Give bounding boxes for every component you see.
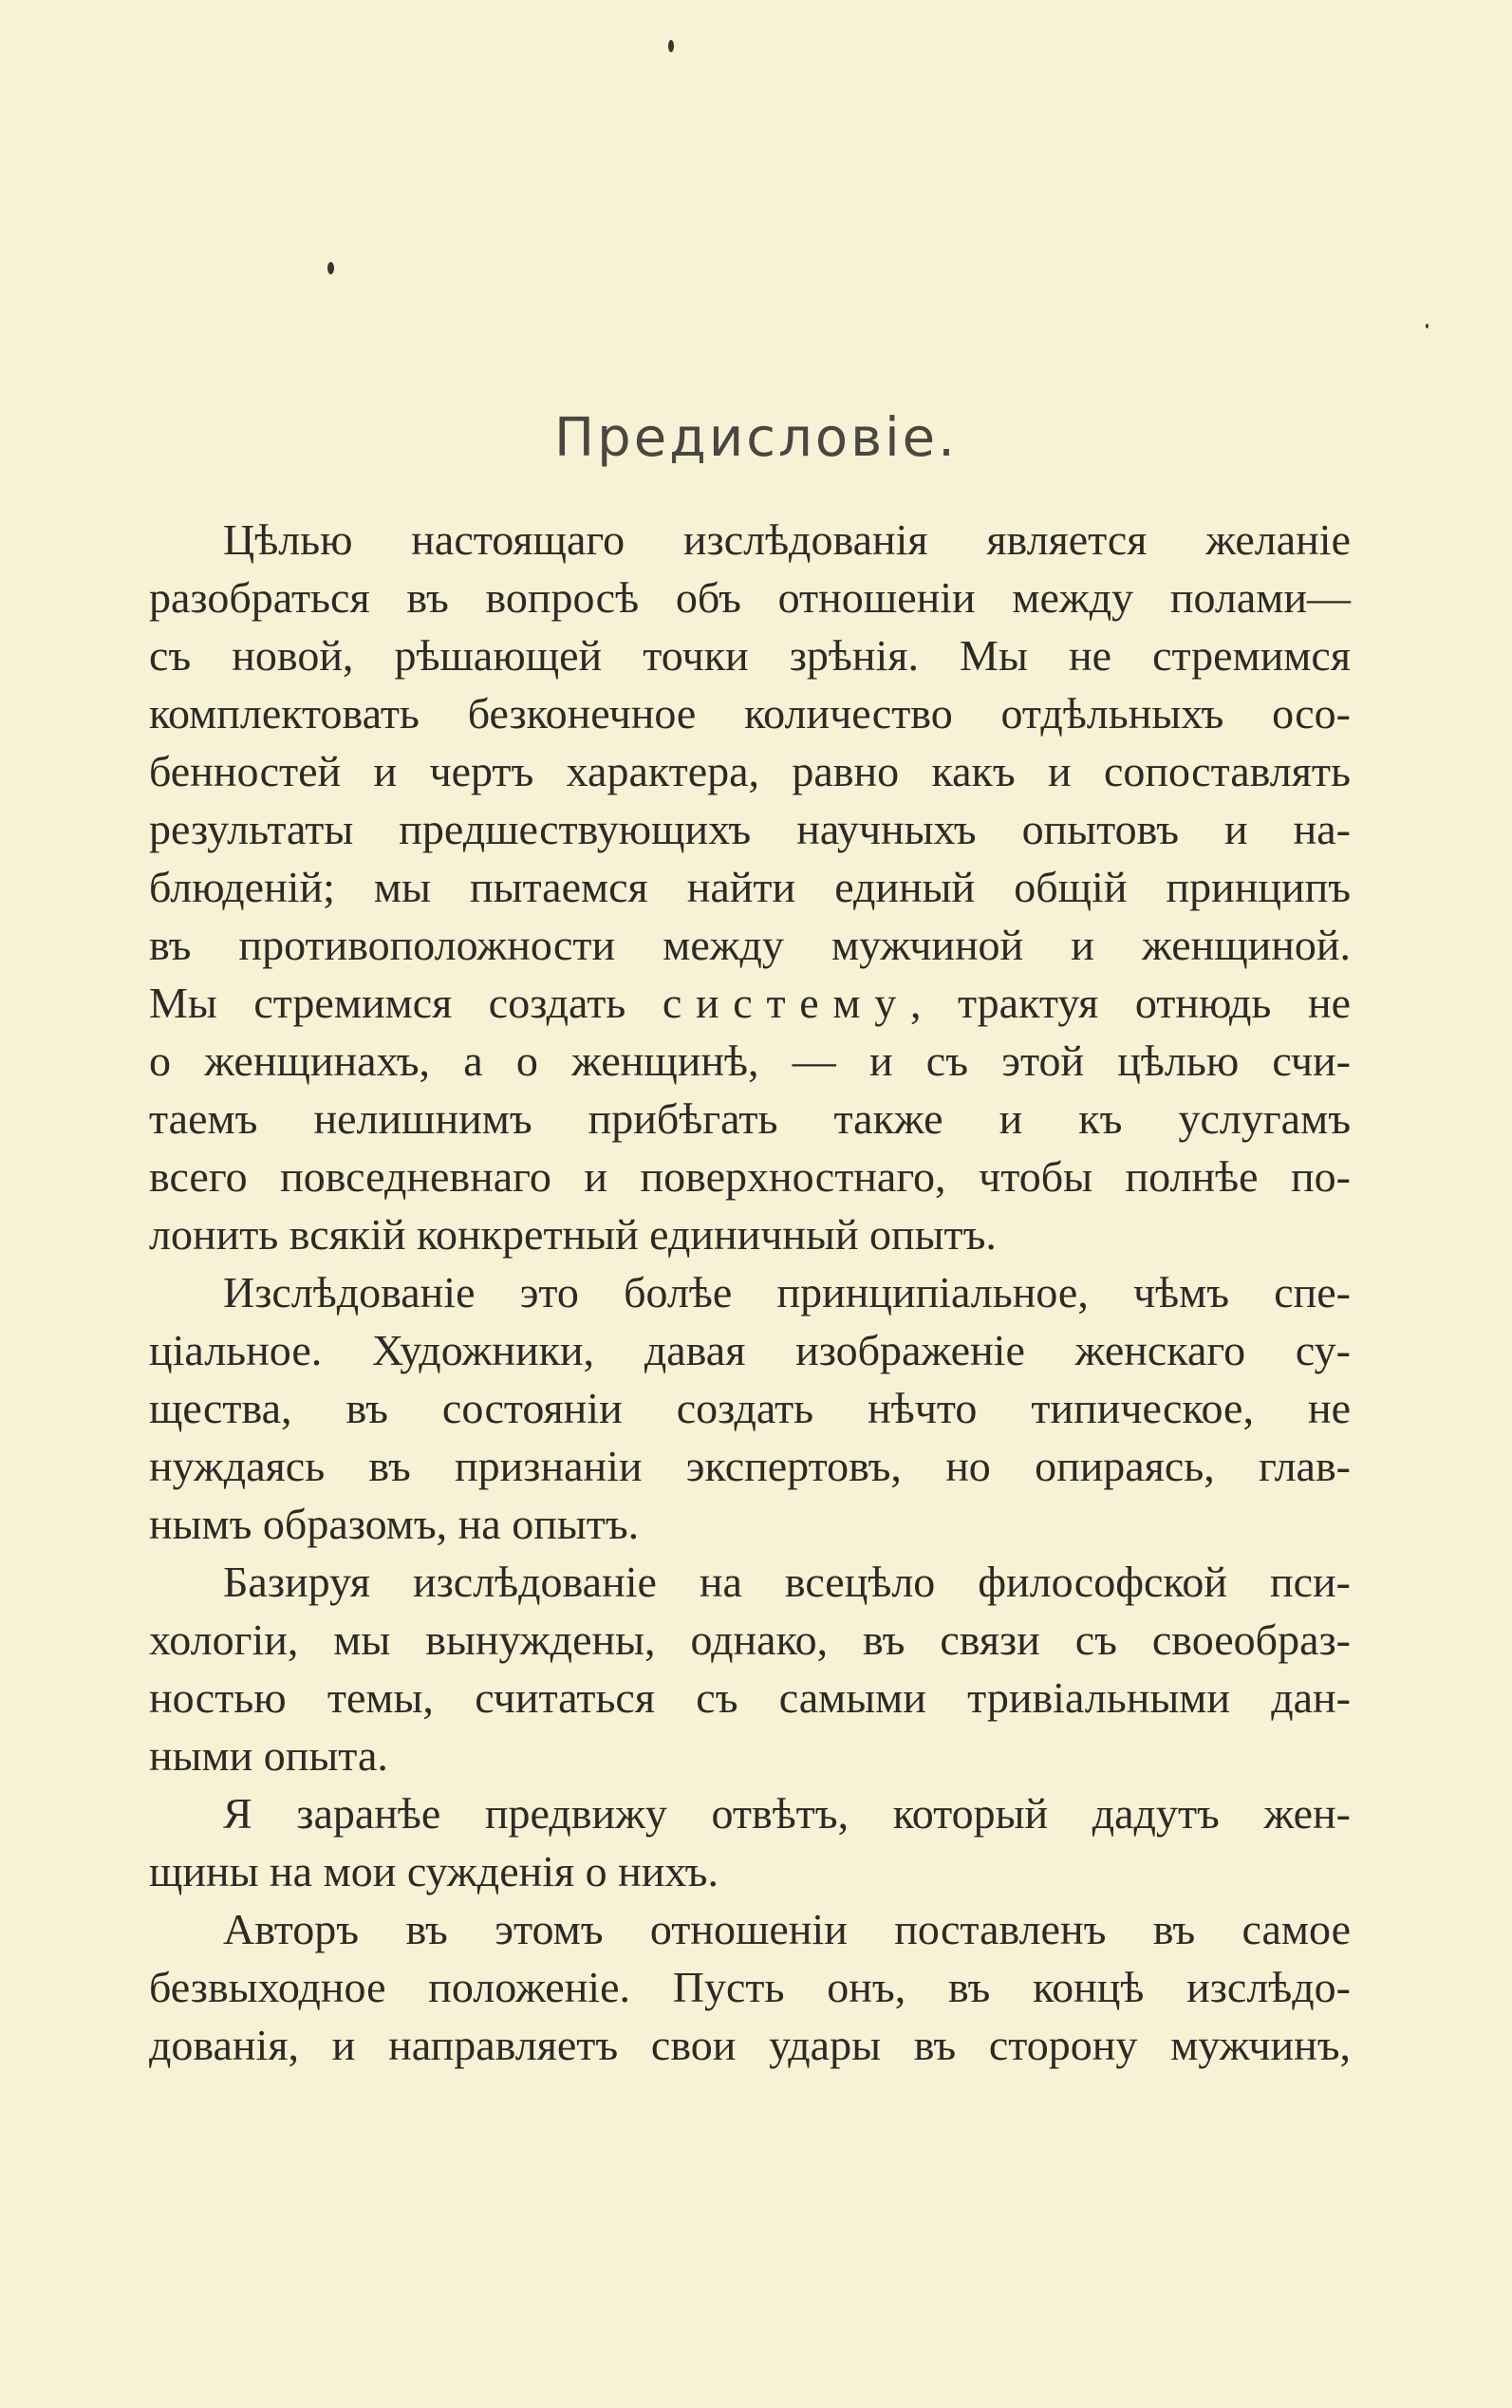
- text-line: безвыходное положеніе. Пусть онъ, въ концѣ изслѣдо-: [149, 1963, 1351, 2011]
- text-line: ціальное. Художники, давая изображеніе женскаго су-: [149, 1326, 1351, 1374]
- text-line: результаты предшествующихъ научныхъ опытовъ и на-: [149, 805, 1351, 853]
- paragraph: [149, 1553, 1351, 1784]
- text-line: въ противоположности между мужчиной и женщиной.: [149, 921, 1351, 969]
- text-line: нуждаясь въ признаніи экспертовъ, но опираясь, глав-: [149, 1442, 1351, 1490]
- text-line: хологіи, мы вынуждены, однако, въ связи съ своеобраз-: [149, 1615, 1351, 1664]
- text-line: блюденій; мы пытаемся найти единый общій принципъ: [149, 863, 1351, 911]
- paragraph: [149, 1263, 1351, 1553]
- text-segment: Мы стремимся создать: [149, 979, 663, 1027]
- text-body: [149, 511, 1351, 2074]
- text-line: всего повседневнаго и поверхностнаго, чтобы полнѣе по-: [149, 1152, 1351, 1201]
- text-line: Изслѣдованіе это болѣе принципіальное, чѣмъ спе-: [223, 1268, 1351, 1316]
- paragraph: [149, 1784, 1351, 1900]
- text-line: дованія, и направляетъ свои удары въ сторону мужчинъ,: [149, 2021, 1351, 2069]
- print-speck: [668, 40, 674, 52]
- text-line: съ новой, рѣшающей точки зрѣнія. Мы не стремимся: [149, 631, 1351, 680]
- print-speck: [1426, 324, 1428, 328]
- page-title: Предисловіе.: [554, 407, 958, 469]
- text-line: щества, въ состояніи создать нѣчто типическое, не: [149, 1384, 1351, 1432]
- spaced-emphasis: систему: [662, 979, 910, 1027]
- text-line: таемъ нелишнимъ прибѣгать также и къ услугамъ: [149, 1094, 1351, 1143]
- text-line: разобраться въ вопросѣ объ отношеніи между полами—: [149, 573, 1351, 622]
- text-line: Авторъ въ этомъ отношеніи поставленъ въ самое: [223, 1905, 1351, 1953]
- text-segment: , трактуя отнюдь не: [909, 979, 1351, 1027]
- paragraph: [149, 1900, 1351, 2074]
- text-line: лонить всякій конкретный единичный опытъ.: [149, 1210, 997, 1259]
- text-line: нымъ образомъ, на опытъ.: [149, 1500, 640, 1548]
- paragraph: [149, 511, 1351, 1263]
- text-line: о женщинахъ, а о женщинѣ, — и съ этой цѣлью счи-: [149, 1036, 1351, 1085]
- text-line: Я заранѣе предвижу отвѣтъ, который дадутъ жен-: [223, 1789, 1351, 1838]
- text-line: Базируя изслѣдованіе на всецѣло философской пси-: [223, 1558, 1351, 1606]
- text-line: [149, 974, 1351, 1032]
- text-line: щины на мои сужденія о нихъ.: [149, 1847, 719, 1895]
- text-line: Цѣлью настоящаго изслѣдованія является желаніе: [223, 515, 1351, 564]
- text-line: комплектовать безконечное количество отдѣльныхъ осо-: [149, 689, 1351, 737]
- text-line: ностью темы, считаться съ самыми тривіальными дан-: [149, 1673, 1351, 1722]
- text-line: бенностей и чертъ характера, равно какъ и сопоставлять: [149, 747, 1351, 795]
- text-line: ными опыта.: [149, 1731, 388, 1780]
- print-speck: [327, 262, 334, 274]
